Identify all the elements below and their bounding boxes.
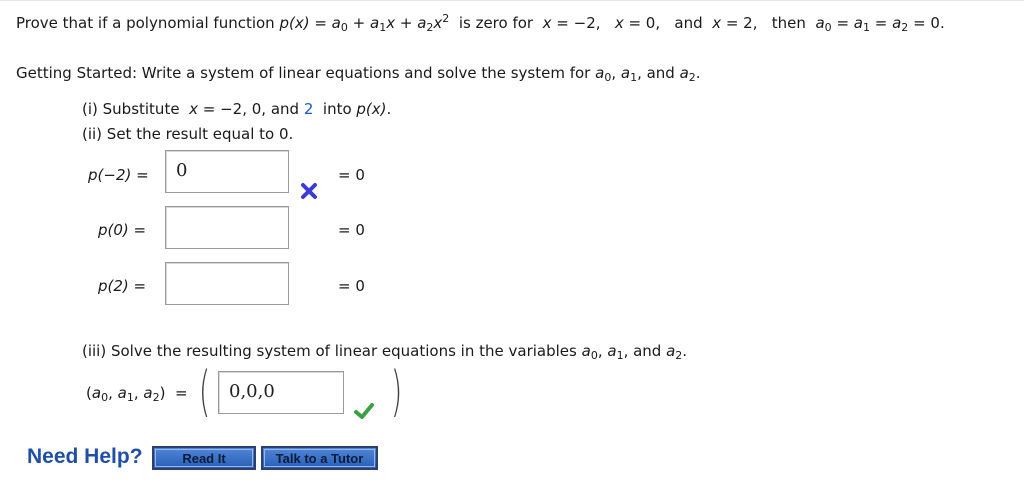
solution-input[interactable]: 0,0,0 bbox=[218, 371, 344, 414]
row-label-p-neg2: p(−2) = bbox=[88, 166, 149, 184]
row-label-p-0: p(0) = bbox=[98, 221, 147, 239]
correct-icon bbox=[354, 402, 374, 424]
step-solve: (iii) Solve the resulting system of linear equations in the variables $a_0$, $a_1$, and $a_2$. bbox=[82, 342, 688, 362]
answer-input-p-2[interactable] bbox=[165, 262, 289, 305]
talk-to-tutor-button[interactable]: Talk to a Tutor bbox=[261, 446, 378, 470]
getting-started-text: Getting Started: Write a system of linear equations and solve the system for $a_0$, $a_1$, and $a_2$. bbox=[16, 64, 701, 84]
open-paren: ( bbox=[198, 360, 211, 423]
rhs-row-2: = 0 bbox=[338, 221, 365, 239]
top-border bbox=[0, 0, 1024, 1]
problem-statement: Prove that if a polynomial function $p(x) = a_0 + a_1x + a_2x^2$ is zero for x = −2, x = 0, and x = 2, then $a_0 = a_1 = a_2 = 0$. bbox=[16, 12, 945, 34]
close-paren: ) bbox=[390, 360, 403, 423]
wrong-icon bbox=[300, 182, 318, 204]
solution-label: ($a_0$, $a_1$, $a_2$) = bbox=[86, 384, 188, 404]
row-label-p-2: p(2) = bbox=[98, 277, 147, 295]
rhs-row-3: = 0 bbox=[338, 277, 365, 295]
answer-input-p-0[interactable] bbox=[165, 206, 289, 249]
rhs-row-1: = 0 bbox=[338, 166, 365, 184]
need-help-label: Need Help? bbox=[27, 445, 143, 468]
read-it-button[interactable]: Read It bbox=[152, 446, 256, 470]
step-substitute: (i) Substitute x = −2, 0, and 2 into p(x). bbox=[82, 100, 392, 118]
answer-input-p-neg2[interactable]: 0 bbox=[165, 150, 289, 193]
step-set-equal: (ii) Set the result equal to 0. bbox=[82, 125, 294, 143]
